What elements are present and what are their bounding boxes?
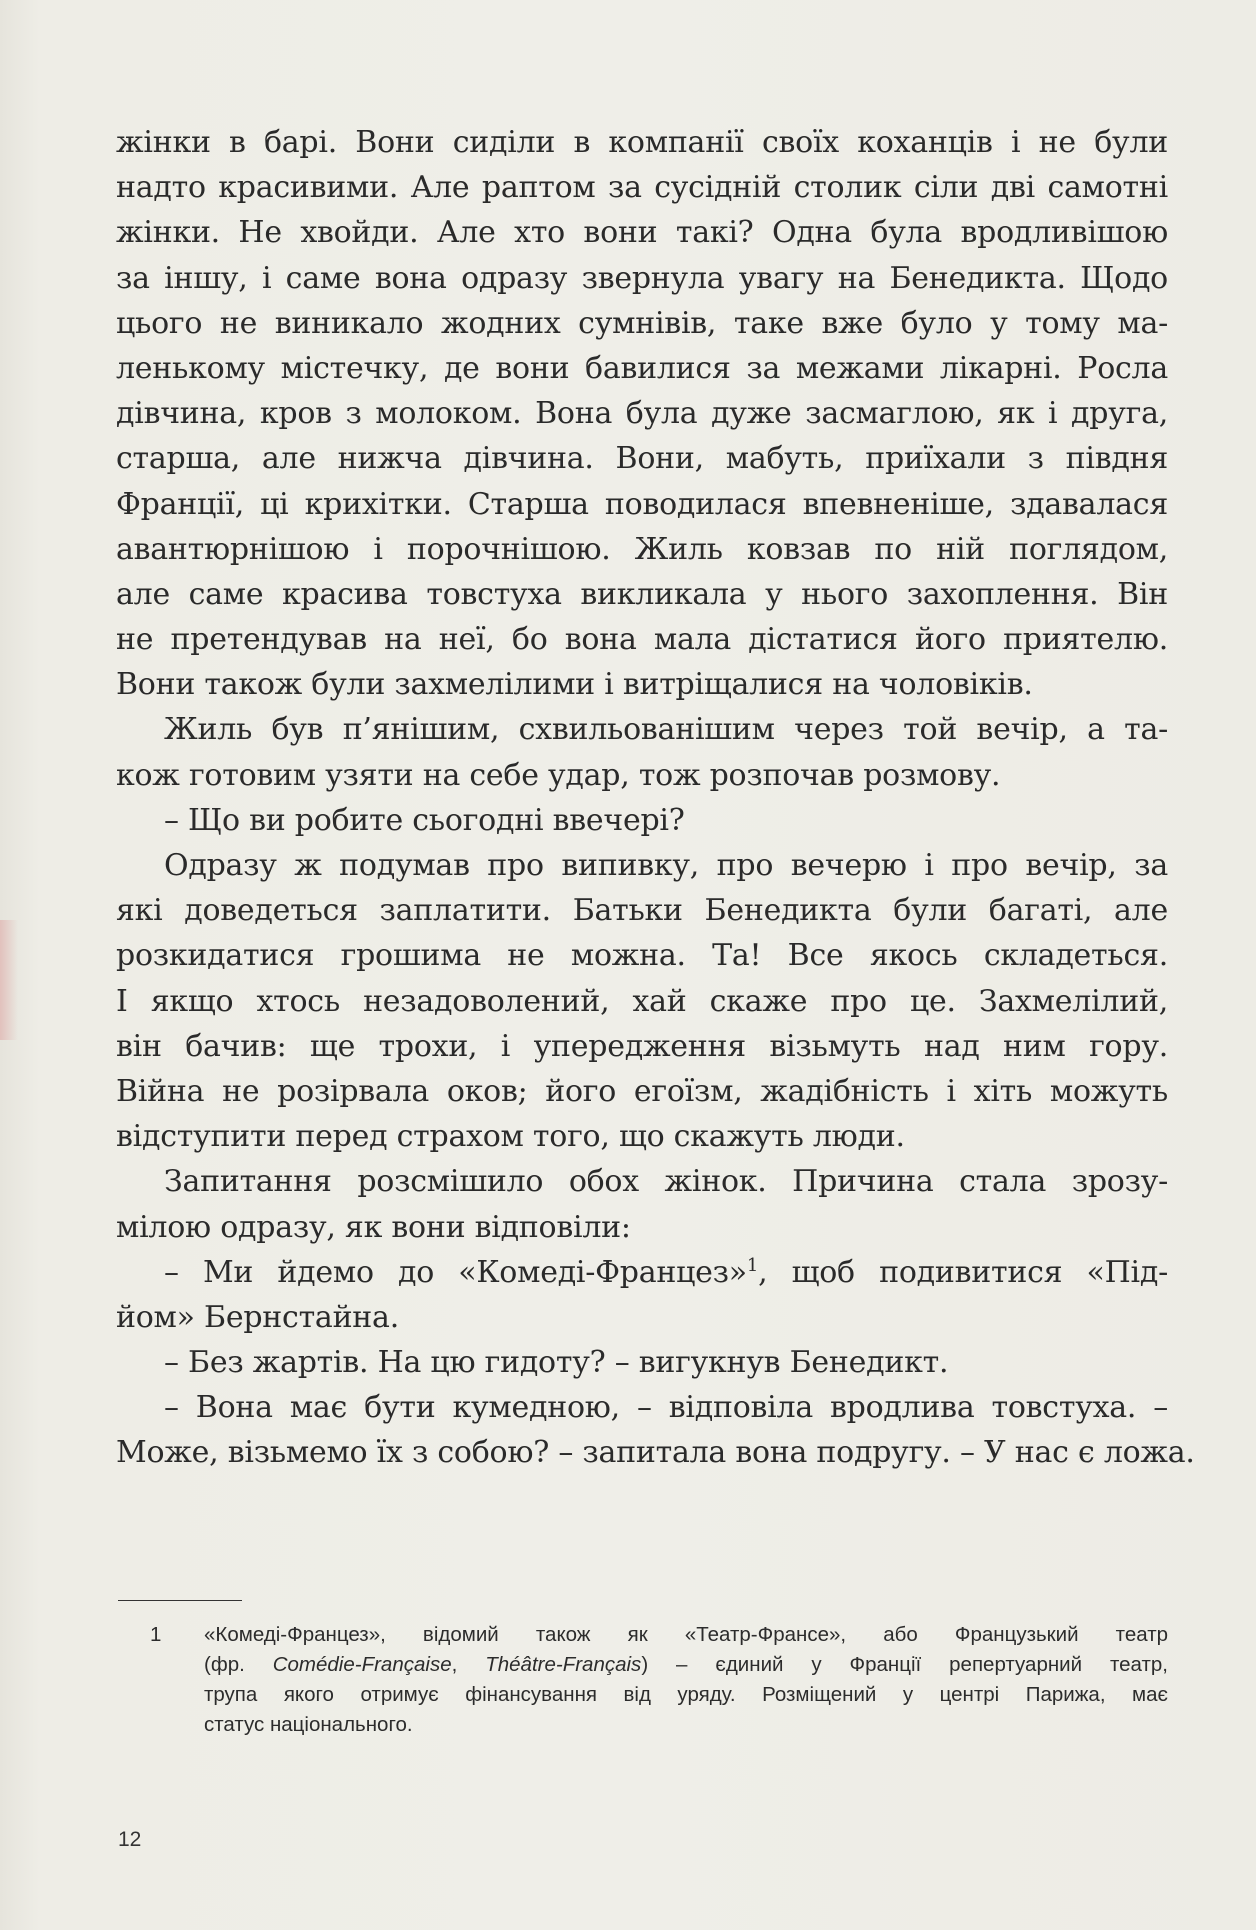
text-line: розкидатися грошима не можна. Та! Все якось складеться. <box>116 938 1168 974</box>
text-line: цього не виникало жодних сумнівів, таке вже було у тому ма- <box>116 305 1168 341</box>
footnote-line: «Комеді-Францез», відомий також як «Театр-Франсе», або Французький театр <box>204 1623 1168 1646</box>
text-line: але саме красива товстуха викликала у нього захоплення. Він <box>116 576 1168 612</box>
footnote-body <box>204 1620 1168 1740</box>
text-line: – Що ви робите сьогодні ввечері? <box>164 802 685 838</box>
text-line: жінки. Не хвойди. Але хто вони такі? Одна була вродливішою <box>116 215 1168 251</box>
text-line: ленькому містечку, де вони бавилися за межами лікарні. Росла <box>116 350 1168 386</box>
text-line <box>116 1250 1168 1295</box>
text-line: старша, але нижча дівчина. Вони, мабуть, приїхали з півдня <box>116 441 1168 477</box>
italic-term: Comédie-Française <box>272 1653 452 1676</box>
text-line: Одразу ж подумав про випивку, про вечерю і про вечір, за <box>164 848 1168 883</box>
text-fragment: – Ми йдемо до «Комеді-Францез» <box>164 1254 747 1290</box>
footnote-line: статус національного. <box>204 1713 413 1736</box>
text-line: Франції, ці крихітки. Старша поводилася впевненіше, здавалася <box>116 486 1168 522</box>
footnote-line <box>204 1650 1168 1680</box>
text-line: кож готовим узяти на себе удар, тож розпочав розмову. <box>116 757 1001 793</box>
text-line: І якщо хтось незадоволений, хай скаже про це. Захмелілий, <box>116 983 1168 1019</box>
footnote-line: трупа якого отримує фінансування від уряду. Розміщений у центрі Парижа, має <box>204 1683 1168 1706</box>
text-line: Може, візьмемо їх з собою? – запитала вона подругу. – У нас є ложа. <box>116 1435 1195 1471</box>
text-line: – Вона має бути кумедною, – відповіла вродлива товстуха. – <box>164 1390 1168 1426</box>
text-line: дівчина, кров з молоком. Вона була дуже засмаглою, як і друга, <box>116 396 1168 432</box>
text-line: які доведеться заплатити. Батьки Бенедикта були багаті, але <box>116 893 1168 929</box>
text-line: жінки в барі. Вони сиділи в компанії своїх коханців і не були <box>116 125 1168 160</box>
text-line: Жиль був п’янішим, схвильованішим через той вечір, а та- <box>164 712 1168 748</box>
text-fragment: ) – єдиний у Франції репертуарний театр, <box>641 1653 1168 1676</box>
text-line: авантюрнішою і порочнішою. Жиль ковзав по ній поглядом, <box>116 531 1168 567</box>
text-line: не претендував на неї, бо вона мала дістатися його приятелю. <box>116 622 1168 658</box>
main-text <box>116 120 1195 1476</box>
footnote-divider <box>118 1600 242 1601</box>
text-line: Війна не розірвала оков; його егоїзм, жадібність і хіть можуть <box>116 1073 1168 1109</box>
footnote-number: 1 <box>150 1623 162 1646</box>
text-line: йом» Бернстайна. <box>116 1299 399 1335</box>
text-line: Запитання розсмішило обох жінок. Причина стала зрозу- <box>164 1164 1168 1200</box>
page-edge-stain <box>0 920 18 1040</box>
text-line: мілою одразу, як вони відповіли: <box>116 1209 631 1245</box>
text-fragment: , <box>451 1653 486 1676</box>
text-line: відступити перед страхом того, що скажуть люди. <box>116 1119 905 1155</box>
text-fragment: , щоб подивитися «Під- <box>758 1254 1169 1290</box>
page-number: 12 <box>118 1828 142 1851</box>
text-fragment: (фр. <box>204 1653 273 1676</box>
text-line: – Без жартів. На цю гидоту? – вигукнув Бенедикт. <box>164 1345 949 1381</box>
footnote <box>150 1620 1168 1740</box>
footnote-ref-marker: 1 <box>746 1254 759 1276</box>
text-line: надто красивими. Але раптом за сусідній столик сіли дві самотні <box>116 170 1168 206</box>
italic-term: Théâtre-Français <box>485 1653 642 1676</box>
text-line: Вони також були захмелілими і витріщалися на чоловіків. <box>116 667 1033 703</box>
text-line: за іншу, і саме вона одразу звернула увагу на Бенедикта. Щодо <box>116 260 1168 296</box>
text-line: він бачив: ще трохи, і упередження візьмуть над ним гору. <box>116 1028 1168 1064</box>
